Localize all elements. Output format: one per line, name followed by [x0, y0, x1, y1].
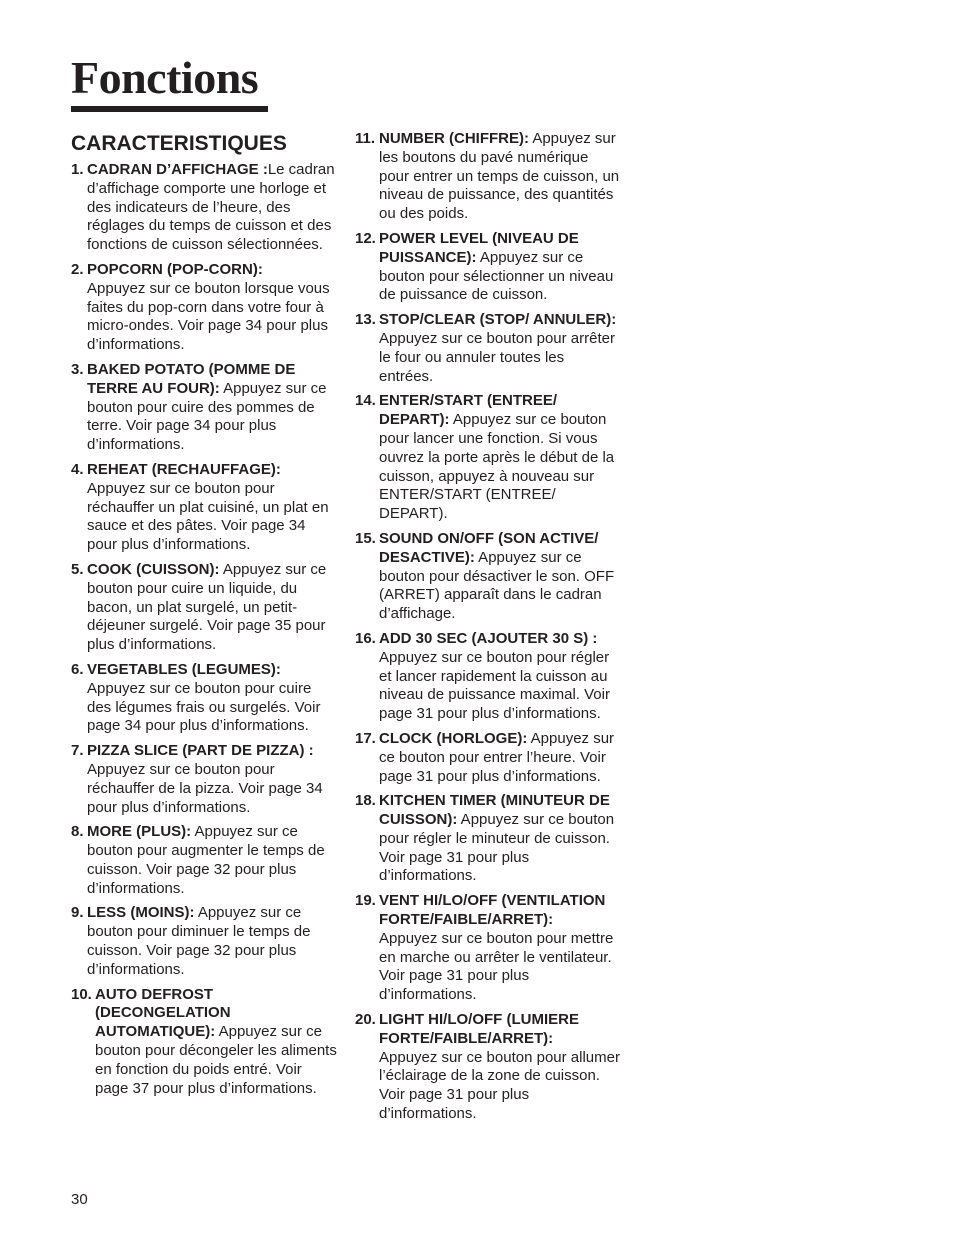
item-heading: PIZZA SLICE (PART DE PIZZA) :	[87, 742, 314, 760]
item-number: 16.	[355, 629, 376, 647]
item-description: Appuyez sur ce bouton pour arrêter le four ou annuler toutes les entrées.	[379, 329, 615, 385]
item-description: Appuyez sur ce bouton pour cuire des légumes frais ou surgelés. Voir page 34 pour plus d’informations.	[87, 679, 321, 735]
feature-item-19	[355, 892, 621, 1005]
item-number: 14.	[355, 392, 376, 410]
item-heading: SOUND ON/OFF (SON ACTIVE/ DESACTIVE):	[379, 529, 599, 566]
feature-item-16	[355, 630, 621, 724]
feature-item-6	[71, 661, 337, 736]
item-heading: REHEAT (RECHAUFFAGE):	[87, 460, 281, 478]
item-description: Appuyez sur ce bouton pour réchauffer un plat cuisiné, un plat en sauce et des pâtes. Voir page 34 pour plus d’informations.	[87, 479, 329, 554]
item-heading: VENT HI/LO/OFF (VENTILATION FORTE/FAIBLE/ARRET):	[379, 892, 606, 929]
item-heading: ENTER/START (ENTREE/ DEPART):	[379, 392, 558, 429]
item-number: 13.	[355, 311, 376, 329]
item-number: 3.	[71, 360, 84, 378]
feature-item-11	[355, 130, 621, 224]
item-description: Appuyez sur ce bouton pour lancer une fonction. Si vous ouvrez la porte après le début de la cuisson, appuyez à nouveau sur ENTER/START (ENTREE/ DEPART).	[379, 411, 615, 523]
item-description: Appuyez sur ce bouton pour régler et lancer rapidement la cuisson au niveau de puissance maximal. Voir page 31 pour plus d’informations.	[379, 648, 610, 723]
feature-item-10	[71, 986, 337, 1099]
feature-item-3	[71, 361, 337, 455]
item-description: Appuyez sur ce bouton pour cuire un liquide, du bacon, un plat surgelé, un petit-déjeuner surgelé. Voir page 35 pour plus d’informations.	[87, 560, 327, 654]
item-description: Appuyez sur ce bouton pour désactiver le son. OFF (ARRET) apparaît dans le cadran d’affichage.	[379, 548, 615, 623]
feature-item-2	[71, 261, 337, 355]
feature-item-12	[355, 230, 621, 305]
section-heading: CARACTERISTIQUES	[71, 132, 287, 155]
page-number: 30	[71, 1191, 88, 1208]
item-description: Appuyez sur ce bouton pour réchauffer de la pizza. Voir page 34 pour plus d’informations.	[87, 760, 323, 816]
item-heading: CLOCK (HORLOGE):	[379, 729, 528, 747]
feature-item-1	[71, 161, 337, 255]
item-description: Appuyez sur ce bouton pour diminuer le temps de cuisson. Voir page 32 pour plus d’informations.	[87, 904, 311, 978]
item-description: Appuyez sur les boutons du pavé numérique pour entrer un temps de cuisson, un niveau de puissance, des quantités ou des poids.	[379, 130, 620, 223]
item-description: Appuyez sur ce bouton pour augmenter le temps de cuisson. Voir page 32 pour plus d’informations.	[87, 823, 325, 897]
item-number: 2.	[71, 260, 84, 278]
item-number: 17.	[355, 729, 376, 747]
item-number: 15.	[355, 529, 376, 547]
item-heading: AUTO DEFROST (DECONGELATION AUTOMATIQUE):	[95, 985, 231, 1041]
feature-item-8	[71, 823, 337, 898]
feature-item-9	[71, 904, 337, 979]
item-heading: POWER LEVEL (NIVEAU DE PUISSANCE):	[379, 229, 579, 266]
item-description: Le cadran d’affichage comporte une horloge et des indicateurs de l’heure, des réglages du temps de cuisson et des fonctions de cuisson sélectionnées.	[87, 161, 335, 254]
item-heading: COOK (CUISSON):	[87, 560, 220, 578]
item-number: 11.	[355, 130, 376, 147]
feature-item-13	[355, 311, 621, 386]
page-title: Fonctions	[71, 52, 259, 103]
item-heading: STOP/CLEAR (STOP/ ANNULER):	[379, 311, 617, 329]
item-description: Appuyez sur ce bouton pour régler le minuteur de cuisson. Voir page 31 pour plus d’informations.	[379, 811, 615, 885]
item-description: Appuyez sur ce bouton pour cuire des pommes de terre. Voir page 34 pour plus d’informations.	[87, 379, 327, 454]
item-heading: POPCORN (POP-CORN):	[87, 260, 263, 278]
item-heading: KITCHEN TIMER (MINUTEUR DE CUISSON):	[379, 792, 610, 829]
item-heading: LIGHT HI/LO/OFF (LUMIERE FORTE/FAIBLE/ARRET):	[379, 1011, 579, 1047]
feature-item-20	[355, 1011, 621, 1124]
feature-item-5	[71, 561, 337, 655]
item-number: 8.	[71, 823, 84, 841]
item-number: 7.	[71, 742, 84, 760]
item-heading: ADD 30 SEC (AJOUTER 30 S) :	[379, 629, 598, 647]
feature-item-18	[355, 792, 621, 886]
item-description: Appuyez sur ce bouton pour mettre en marche ou arrêter le ventilateur. Voir page 31 pour plus d’informations.	[379, 929, 614, 1004]
item-description: Appuyez sur ce bouton pour entrer l’heure. Voir page 31 pour plus d’informations.	[379, 729, 615, 785]
feature-item-7	[71, 742, 337, 817]
title-underline	[71, 106, 268, 112]
feature-item-14	[355, 392, 621, 524]
item-heading: LESS (MOINS):	[87, 904, 195, 922]
item-number: 4.	[71, 460, 84, 478]
item-number: 9.	[71, 904, 84, 922]
item-number: 6.	[71, 660, 84, 678]
item-description: Appuyez sur ce bouton lorsque vous faites du pop-corn dans votre four à micro-ondes. Voir page 34 pour plus d’informations.	[87, 279, 330, 354]
item-description: Appuyez sur ce bouton pour décongeler les aliments en fonction du poids entré. Voir page 37 pour plus d’informations.	[95, 1023, 337, 1097]
item-description: Appuyez sur ce bouton pour allumer l’éclairage de la zone de cuisson. Voir page 31 pour plus d’informations.	[379, 1048, 620, 1123]
item-number: 1.	[71, 161, 84, 178]
feature-list-left	[71, 161, 337, 1104]
item-number: 12.	[355, 229, 376, 247]
item-heading: CADRAN D’AFFICHAGE :	[87, 161, 268, 178]
item-number: 20.	[355, 1011, 376, 1029]
item-number: 18.	[355, 792, 376, 810]
item-number: 19.	[355, 892, 376, 910]
feature-item-15	[355, 530, 621, 624]
item-number: 5.	[71, 560, 84, 578]
item-number: 10.	[71, 985, 92, 1003]
item-heading: BAKED POTATO (POMME DE TERRE AU FOUR):	[87, 360, 296, 397]
item-description: Appuyez sur ce bouton pour sélectionner un niveau de puissance de cuisson.	[379, 248, 614, 304]
item-heading: NUMBER (CHIFFRE):	[379, 130, 529, 147]
feature-item-4	[71, 461, 337, 555]
feature-item-17	[355, 730, 621, 786]
item-heading: MORE (PLUS):	[87, 823, 192, 841]
item-heading: VEGETABLES (LEGUMES):	[87, 660, 281, 678]
feature-list-right	[355, 130, 621, 1130]
